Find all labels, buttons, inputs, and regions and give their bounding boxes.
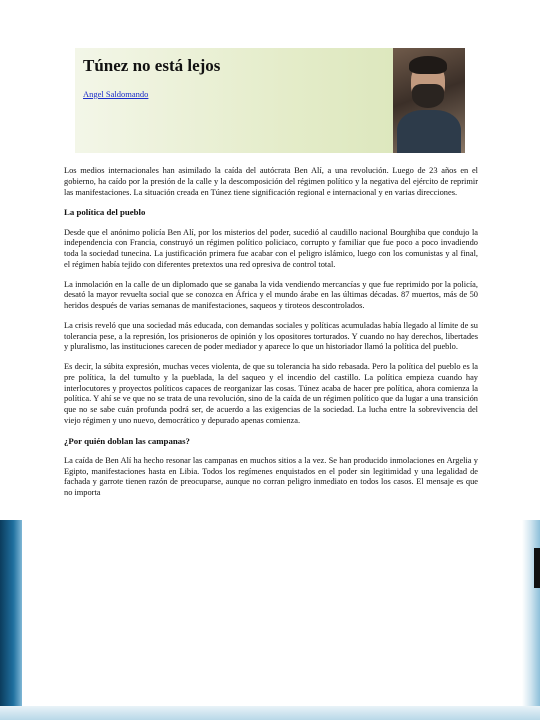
author-photo-hair (409, 56, 447, 74)
author-photo-beard (412, 84, 444, 108)
paragraph: La caída de Ben Alí ha hecho resonar las campanas en muchos sitios a la vez. Se han producido inmolaciones en Argelia y Egipto, manifestaciones hasta en Libia. Todos los regímenes enquistados en el poder sin legitimidad y una legalidad de fachada y garrote tienen razón de preocuparse, aunque no corran peligro inmediato en todos los casos. El mensaje es que no importa (64, 455, 478, 497)
paragraph: Desde que el anónimo policía Ben Alí, por los misterios del poder, sucedió al caudillo nacional Bourghiba que condujo la independencia con Francia, construyó un régimen político policiaco, corrupto y familiar que fue poco a poco invadiendo toda la sociedad tunecina. La justificación primera fue acabar con el peligro islámico, luego con los comunistas y al final, el régimen había tejido con diferentes pretextos una red opresiva de control total. (64, 227, 478, 269)
author-link[interactable]: Angel Saldomando (83, 89, 149, 99)
article-header (75, 48, 465, 153)
paragraph-intro: Los medios internacionales han asimilado la caída del autócrata Ben Alí, a una revolución. Luego de 23 años en el gobierno, ha caído por la presión de la calle y la descomposición del régimen político y la negativa del ejército de reprimir las manifestaciones. La situación creada en Túnez tiene significación regional e internacional y en varias direcciones. (64, 166, 478, 197)
author-photo (393, 48, 465, 153)
article-title: Túnez no está lejos (83, 56, 221, 75)
article-body (64, 166, 478, 508)
paragraph: La crisis reveló que una sociedad más educada, con demandas sociales y políticas acumuladas había llegado al límite de su tolerancia pese, a la represión, los prisioneros de opinión y los opositores torturados. Y cuando no hay derechos, libertades y pluralismo, las instituciones carecen de poder mediador y aparece lo que un historiador llamó la política del pueblo. (64, 320, 478, 352)
section-heading-campanas: ¿Por quién doblan las campanas? (64, 435, 190, 446)
author-photo-body (397, 110, 461, 153)
paragraph: La inmolación en la calle de un diplomado que se ganaba la vida vendiendo mercancías y que fue reprimido por la policía, desató la mayor revuelta social que se conozca en África y el mundo árabe en las últimas décadas. 87 muertos, más de 50 heridos después de varias semanas de manifestaciones, saqueos y tiroteos descontrolados. (64, 279, 478, 310)
paragraph: Es decir, la súbita expresión, muchas veces violenta, de que su tolerancia ha sido rebasada. Pero la política del pueblo es la pre política, la del tumulto y la pueblada, la del saqueo y el incendio del castillo. La política empieza cuando hay interlocutores y proyectos políticos capaces de reorganizar las cosas. Túnez acaba de hacer pre política, ahora comienza la política. Y ahí se ve que no se trata de una revolución, sino de la caída de un régimen político que da lugar a una transición que no se sabe cuán profunda podrá ser, de acuerdo a las exigencias de la sociedad. La lucha entre la sobrevivencia del viejo régimen y uno nuevo, democrático y depurado apenas comienza. (64, 362, 478, 425)
decorative-accent-bottom (0, 706, 540, 720)
decorative-accent-right-dark (534, 548, 540, 588)
decorative-accent-left (0, 520, 22, 720)
section-heading-politica: La política del pueblo (64, 207, 146, 218)
